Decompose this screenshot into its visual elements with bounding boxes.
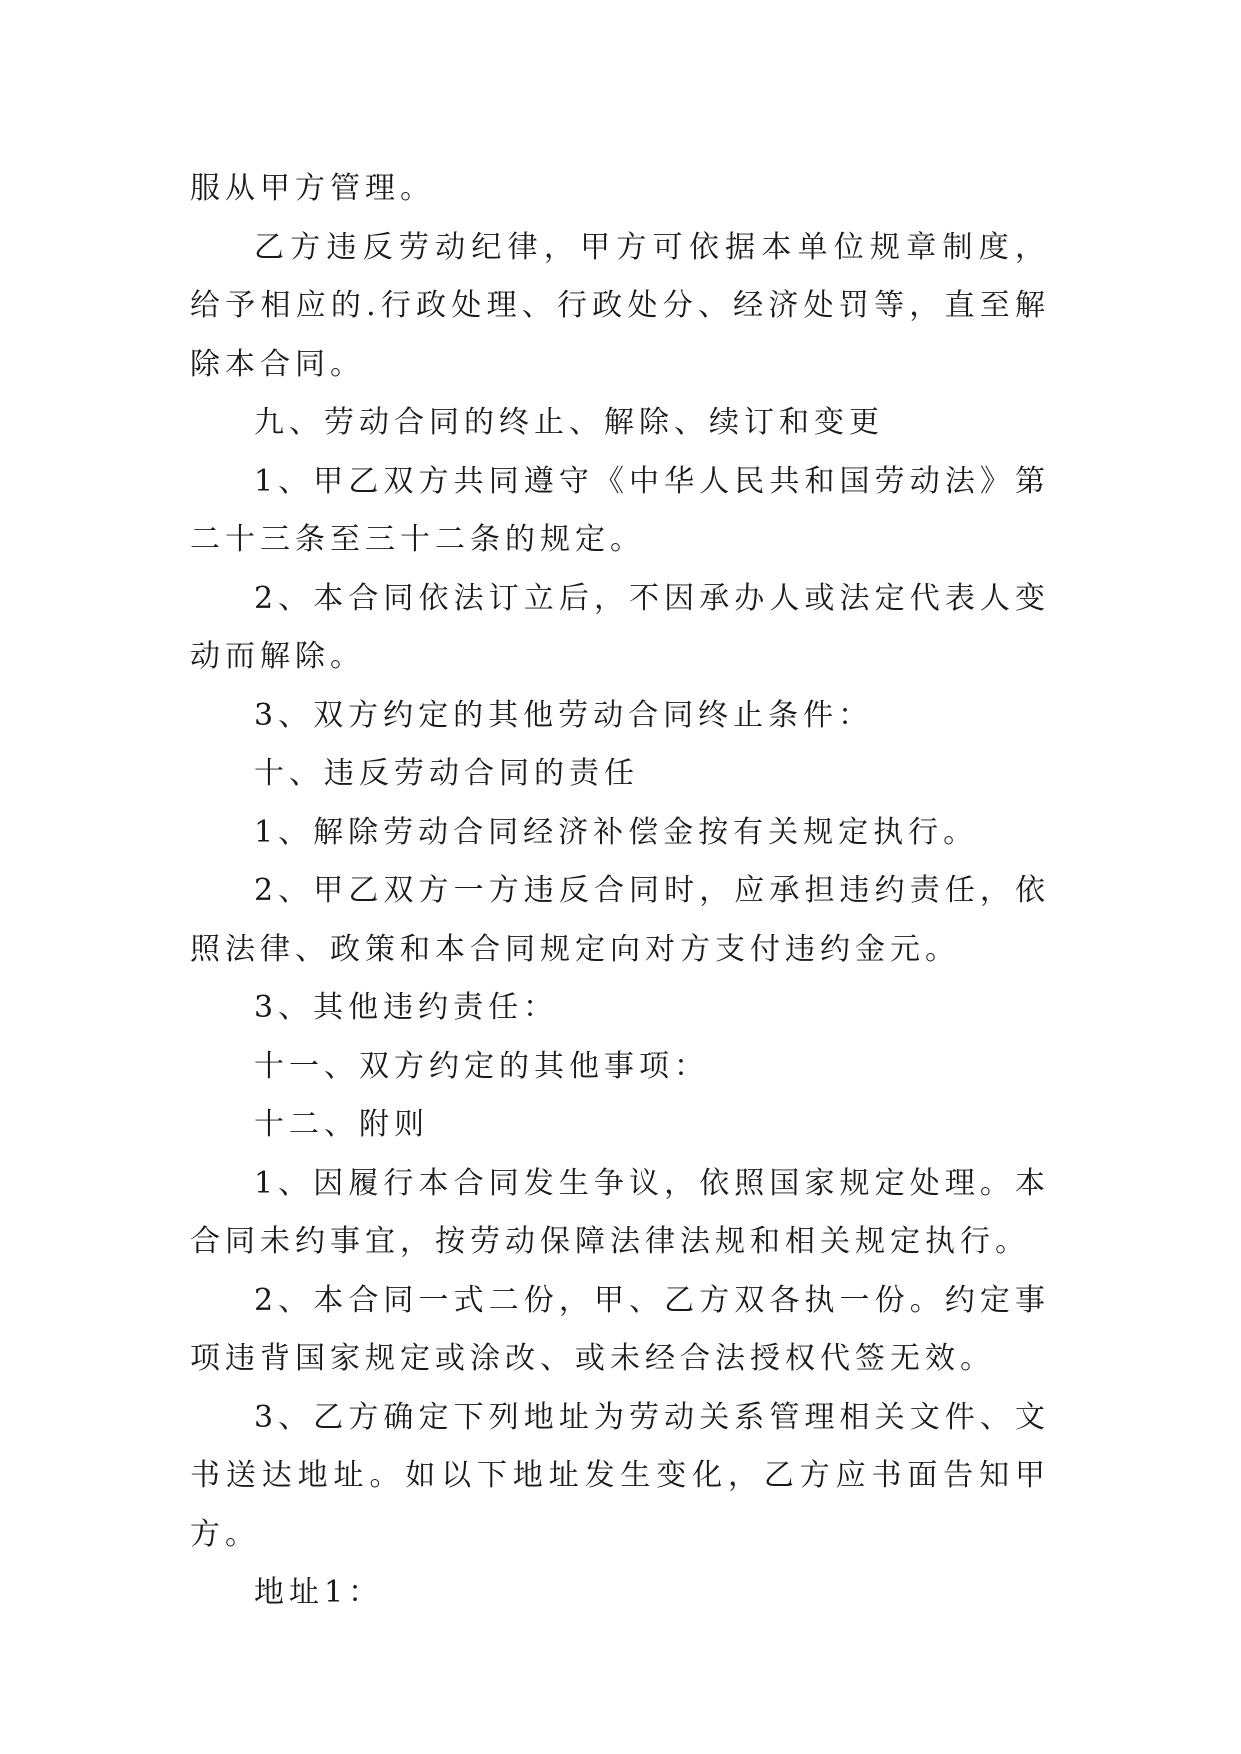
address-line-1: 地址1： [254,1575,384,1610]
clause-9-3: 3、双方约定的其他劳动合同终止条件： [254,697,874,733]
section-heading-10: 十、违反劳动合同的责任 [254,756,639,791]
section-heading-9: 九、劳动合同的终止、解除、续订和变更 [254,405,884,440]
clause-10-3: 3、其他违约责任： [254,990,559,1025]
clause-12-3: 3、乙方确定下列地址为劳动关系管理相关文件、文书送达地址。如以下地址发生变化，乙方应书面告知甲方。 [190,1399,1050,1552]
clause-12-1: 1、因履行本合同发生争议，依照国家规定处理。本合同未约事宜，按劳动保障法律法规和相关规定执行。 [190,1165,1050,1259]
clause-10-1: 1、解除劳动合同经济补偿金按有关规定执行。 [254,814,979,850]
clause-9-1: 1、甲乙双方共同遵守《中华人民共和国劳动法》第二十三条至三十二条的规定。 [190,463,1050,557]
clause-10-2: 2、甲乙双方一方违反合同时，应承担违约责任，依照法律、政策和本合同规定向对方支付违约金元。 [190,873,1050,967]
paragraph-discipline: 乙方违反劳动纪律，甲方可依据本单位规章制度，给予相应的.行政处理、行政处分、经济处罚等，直至解除本合同。 [190,229,1050,382]
section-heading-11: 十一、双方约定的其他事项： [254,1048,709,1084]
clause-9-2: 2、本合同依法订立后，不因承办人或法定代表人变动而解除。 [190,580,1050,674]
paragraph-continuation: 服从甲方管理。 [190,171,435,206]
document-body [190,160,1050,1623]
section-heading-12: 十二、附则 [254,1107,429,1142]
clause-12-2: 2、本合同一式二份，甲、乙方双各执一份。约定事项违背国家规定或涂改、或未经合法授权代签无效。 [190,1282,1050,1376]
